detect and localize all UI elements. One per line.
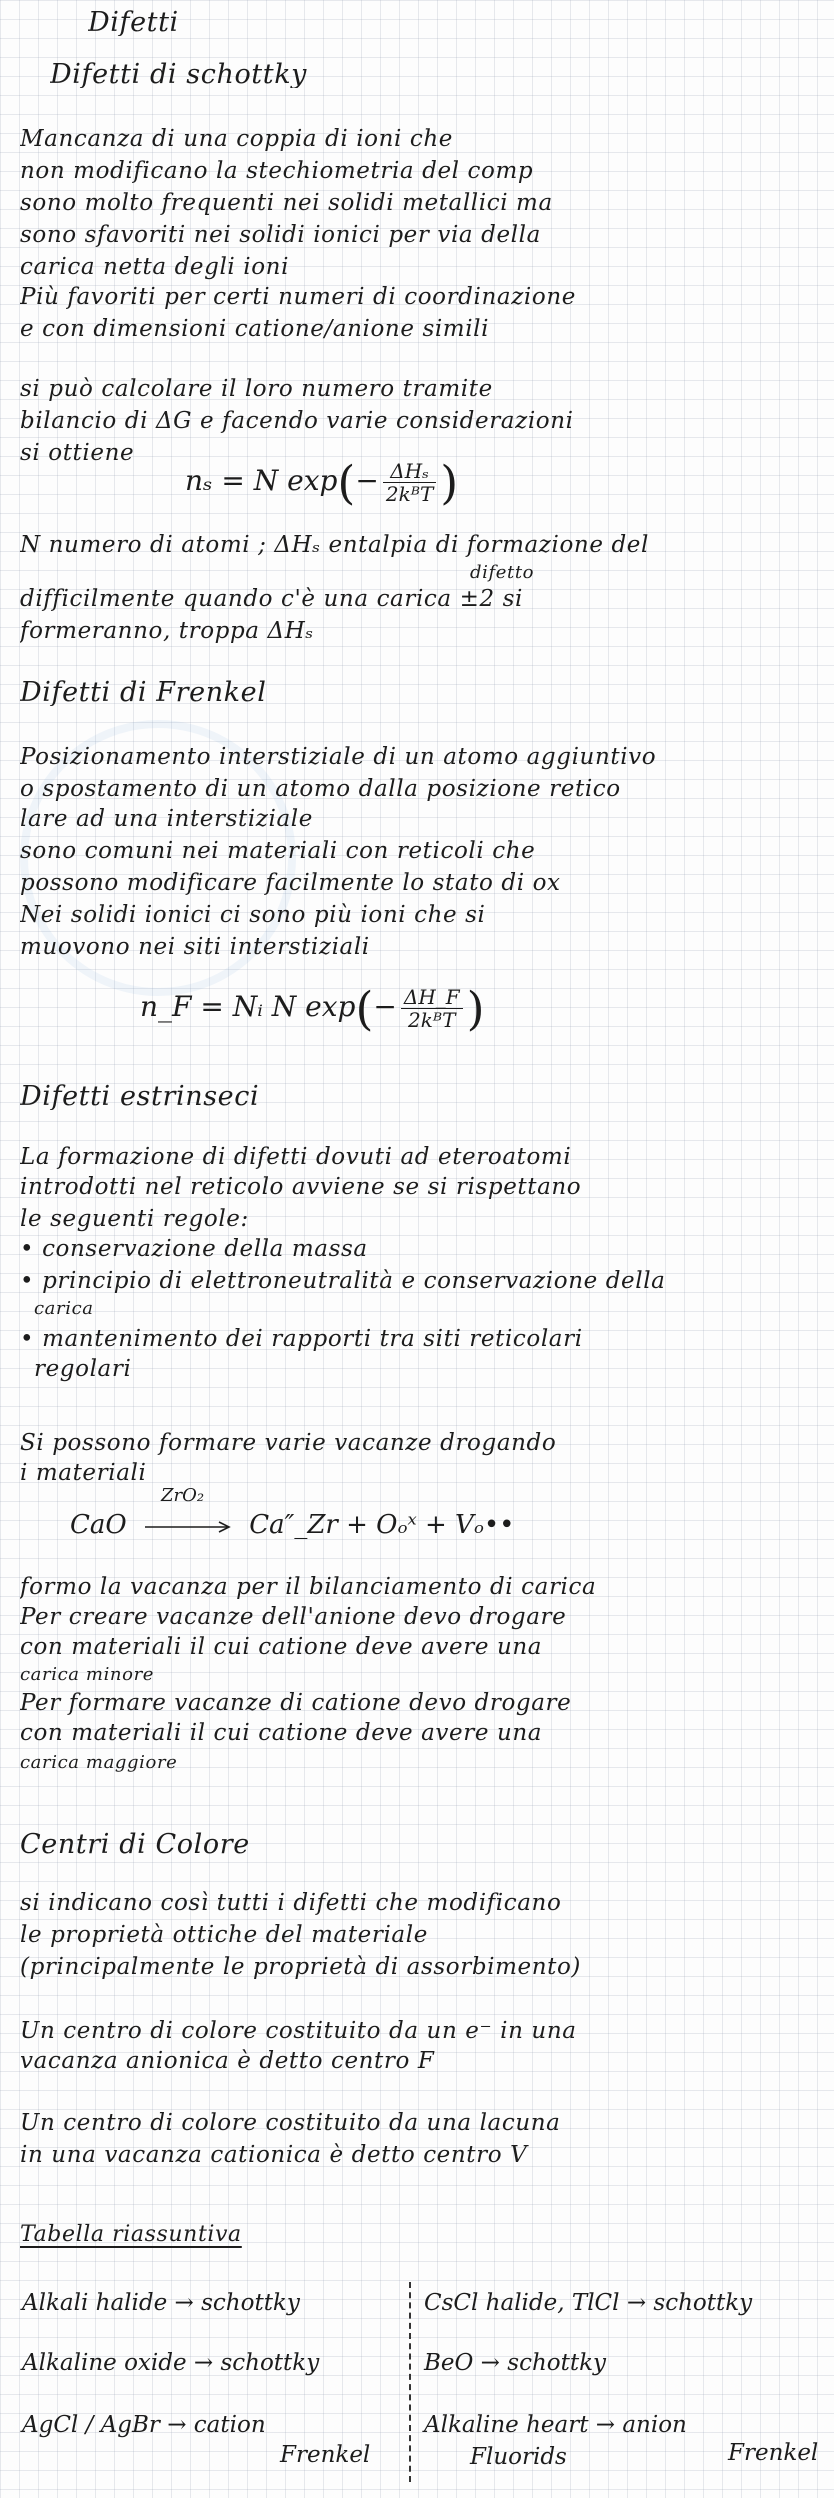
colore-v-line: Un centro di colore costituito da una lacuna xyxy=(20,2110,561,2136)
schottky-line: non modificano la stechiometria del comp xyxy=(20,158,534,184)
table-cell-right: Alkaline heart → anion xyxy=(424,2412,687,2438)
schottky-line: Più favoriti per certi numeri di coordinazione xyxy=(20,284,576,310)
schottky-calc-line: si ottiene xyxy=(20,440,135,466)
schottky-line: Mancanza di una coppia di ioni che xyxy=(20,126,453,152)
heading-schottky: Difetti di schottky xyxy=(50,62,308,88)
colore-f-line: vacanza anionica è detto centro F xyxy=(20,2048,435,2074)
schottky-calc-line: si può calcolare il loro numero tramite xyxy=(20,376,493,402)
schottky-equation: nₛ = N exp(− $\frac{\text{ΔHₛ}}{\text{2kᴮT}}$ ) xyxy=(185,455,459,510)
table-cell-left: Alkali halide → schottky xyxy=(22,2290,300,2316)
table-cell-left: AgCl / AgBr → cation xyxy=(22,2412,266,2438)
schottky-line: sono molto frequenti nei solidi metallici ma xyxy=(20,190,553,216)
estrinseci-line: La formazione di difetti dovuti ad eteroatomi xyxy=(20,1144,572,1170)
colore-line: (principalmente le proprietà di assorbimento) xyxy=(20,1954,582,1980)
reaction-reactant: CaO xyxy=(70,1510,127,1540)
schottky-calc-line: bilancio di ΔG e facendo varie considerazioni xyxy=(20,408,574,434)
estrinseci-line: le seguenti regole: xyxy=(20,1206,249,1232)
reaction-arrow xyxy=(143,1485,233,1541)
schottky-line: carica netta degli ioni xyxy=(20,254,290,280)
estrinseci-after-line: con materiali il cui catione deve avere una xyxy=(20,1720,543,1746)
table-divider xyxy=(409,2282,411,2482)
eq-lhs: nₛ = N exp xyxy=(185,464,338,497)
table-cell-right: BeO → schottky xyxy=(424,2350,607,2376)
table-cell-right-cont: Fluorids xyxy=(470,2444,567,2470)
eq-denominator: 2kᴮT xyxy=(408,1008,456,1032)
estrinseci-after-line: Per creare vacanze dell'anione devo drogare xyxy=(20,1604,567,1630)
colore-f-line: Un centro di colore costituito da un e⁻ in una xyxy=(20,2018,577,2044)
frenkel-line: sono comuni nei materiali con reticoli che xyxy=(20,838,536,864)
eq-fraction xyxy=(401,986,463,1031)
estrinseci-line: introdotti nel reticolo avviene se si rispettano xyxy=(20,1174,582,1200)
frenkel-line: Nei solidi ionici ci sono più ioni che si xyxy=(20,902,486,928)
frenkel-line: o spostamento di un atomo dalla posizione retico xyxy=(20,776,621,802)
schottky-after-line: formeranno, troppa ΔHₛ xyxy=(20,618,314,644)
eq-fraction xyxy=(383,460,436,505)
heading-centri-colore: Centri di Colore xyxy=(20,1832,250,1858)
eq-numerator: ΔH_F xyxy=(401,986,463,1009)
page-title: Difetti xyxy=(88,10,179,36)
schottky-after-line: difetto xyxy=(470,562,535,583)
vacancy-line: Si possono formare varie vacanze drogando xyxy=(20,1430,557,1456)
schottky-line: sono sfavoriti nei solidi ionici per via della xyxy=(20,222,541,248)
eq-lhs: n_F = Nᵢ N exp xyxy=(140,990,356,1023)
frenkel-line: muovono nei siti interstiziali xyxy=(20,934,370,960)
estrinseci-line: • conservazione della massa xyxy=(20,1236,368,1262)
eq-numerator: ΔHₛ xyxy=(383,460,436,483)
estrinseci-line: • mantenimento dei rapporti tra siti reticolari xyxy=(20,1326,583,1352)
frenkel-line: lare ad una interstiziale xyxy=(20,806,313,832)
table-cell-left: Alkaline oxide → schottky xyxy=(22,2350,320,2376)
table-cell-left-cont: Frenkel xyxy=(280,2442,371,2468)
heading-tabella: Tabella riassuntiva xyxy=(20,2222,242,2247)
schottky-after-line: N numero di atomi ; ΔHₛ entalpia di formazione del xyxy=(20,532,649,558)
frenkel-line: Posizionamento interstiziale di un atomo aggiuntivo xyxy=(20,744,657,770)
table-cell-right: CsCl halide, TlCl → schottky xyxy=(424,2290,753,2316)
estrinseci-after-line: carica maggiore xyxy=(20,1752,178,1773)
doping-reaction xyxy=(70,1485,515,1541)
heading-frenkel: Difetti di Frenkel xyxy=(20,680,267,706)
schottky-after-line: difficilmente quando c'è una carica ±2 si xyxy=(20,586,523,612)
eq-denominator: 2kᴮT xyxy=(385,482,434,506)
estrinseci-after-line: carica minore xyxy=(20,1664,155,1685)
estrinseci-after-line: con materiali il cui catione deve avere una xyxy=(20,1634,543,1660)
estrinseci-after-line: Per formare vacanze di catione devo drogare xyxy=(20,1690,572,1716)
frenkel-equation: n_F = Nᵢ N exp(− $\frac{\Delta H\_F}{\text{2kᴮT}}$ ) xyxy=(140,981,485,1036)
eq-minus: − xyxy=(355,464,379,497)
table-cell-right-cont: Frenkel xyxy=(728,2440,819,2466)
estrinseci-line: carica xyxy=(34,1298,94,1319)
vacancy-line: i materiali xyxy=(20,1460,147,1486)
estrinseci-after-line: formo la vacanza per il bilanciamento di carica xyxy=(20,1574,597,1600)
heading-estrinseci: Difetti estrinseci xyxy=(20,1084,260,1110)
eq-minus: − xyxy=(373,990,397,1023)
colore-line: le proprietà ottiche del materiale xyxy=(20,1922,428,1948)
frenkel-line: possono modificare facilmente lo stato di ox xyxy=(20,870,561,896)
estrinseci-line: • principio di elettroneutralità e conservazione della xyxy=(20,1268,666,1294)
colore-line: si indicano così tutti i difetti che modificano xyxy=(20,1890,562,1916)
colore-v-line: in una vacanza cationica è detto centro V xyxy=(20,2142,528,2168)
estrinseci-line: regolari xyxy=(34,1356,132,1382)
arrow-icon xyxy=(143,1520,233,1534)
reaction-product: Ca″_Zr + Oₒˣ + Vₒ•• xyxy=(249,1510,515,1540)
reaction-arrow-label: ZrO₂ xyxy=(160,1485,205,1506)
schottky-line: e con dimensioni catione/anione simili xyxy=(20,316,490,342)
